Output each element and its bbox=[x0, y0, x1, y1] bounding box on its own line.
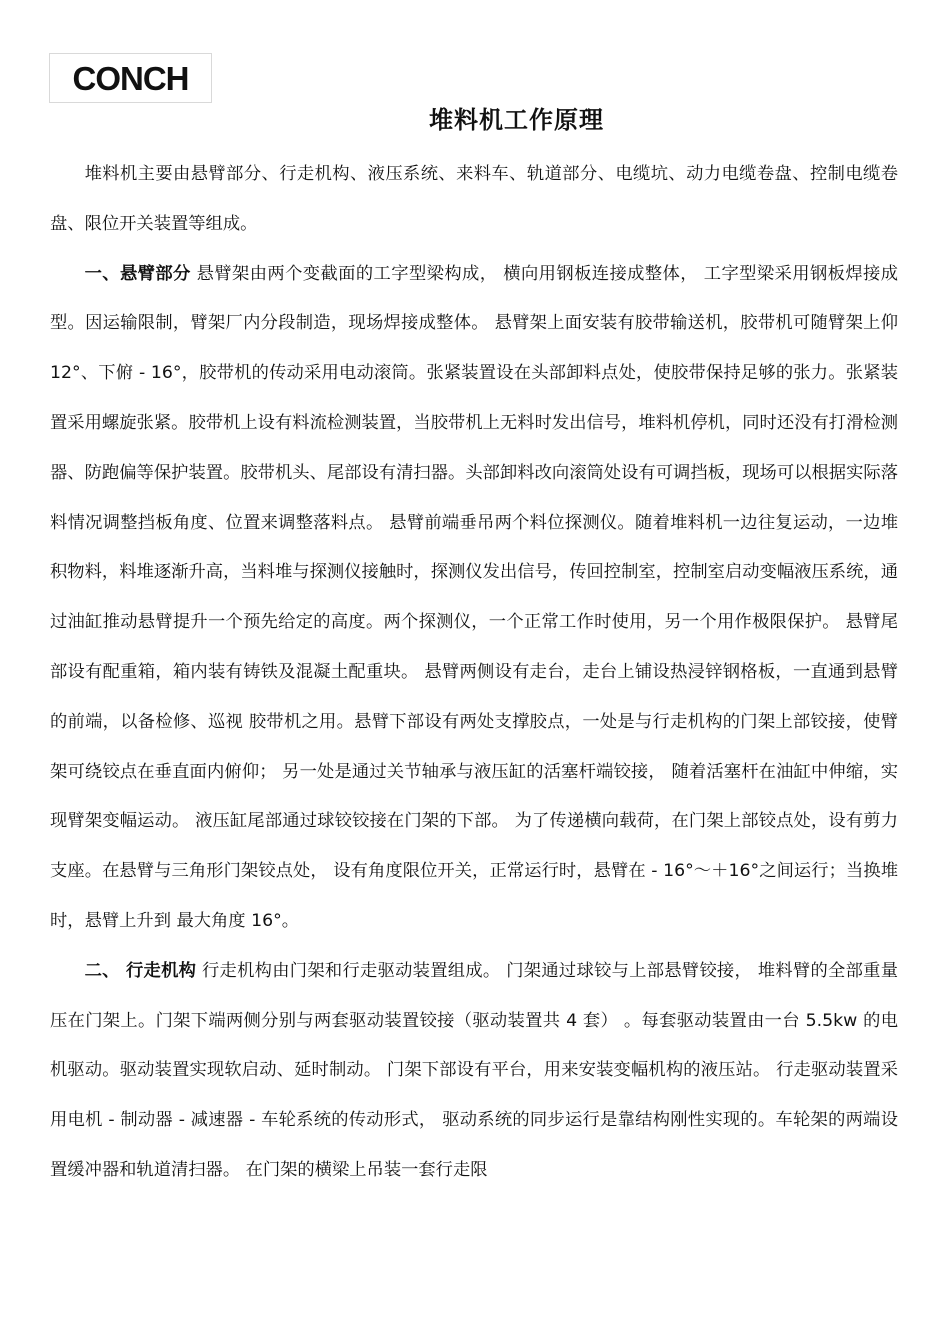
paragraph-text: 行走机构由门架和行走驱动装置组成。 门架通过球铰与上部悬臂铰接， 堆料臂的全部重量压在门架上。门架下端两侧分别与两套驱动装置铰接（驱动装置共 4 套） 。每套驱动装置由一台 5.5kw 的电机驱动。驱动装置实现软启动、延时制动。 门架下部设有平台，用来安装变幅机构的液压站。 行走驱动装置采用电机 - 制动器 - 减速器 - 车轮系统的传动形式， 驱动系统的同步运行是靠结构刚性实现的。车轮架的两端设置缓冲器和轨道清扫器。 在门架的横梁上吊装一套行走限 bbox=[50, 960, 898, 1180]
paragraph-text: 堆料机主要由悬臂部分、行走机构、液压系统、来料车、轨道部分、电缆坑、动力电缆卷盘、控制电缆卷盘、限位开关装置等组成。 bbox=[50, 164, 898, 234]
paragraph-text: 悬臂架由两个变截面的工字型梁构成， 横向用钢板连接成整体， 工字型梁采用钢板焊接成型。因运输限制，臂架厂内分段制造，现场焊接成整体。 悬臂架上面安装有胶带输送机，胶带机可随臂架上仰 12°、下俯 - 16°，胶带机的传动采用电动滚筒。张紧装置设在头部卸料点处，使胶带保持足够的张力。张紧装置采用螺旋张紧。胶带机上设有料流检测装置，当胶带机上无料时发出信号，堆料机停机，同时还没有打滑检测器、防跑偏等保护装置。胶带机头、尾部设有清扫器。头部卸料改向滚筒处设有可调挡板，现场可以根据实际落料情况调整挡板角度、位置来调整落料点。 悬臂前端垂吊两个料位探测仪。随着堆料机一边往复运动，一边堆积物料，料堆逐渐升高，当料堆与探测仪接触时，探测仪发出信号，传回控制室，控制室启动变幅液压系统，通过油缸推动悬臂提升一个预先给定的高度。两个探测仪，一个正常工作时使用，另一个用作极限保护。 悬臂尾部设有配重箱，箱内装有铸铁及混凝土配重块。 悬臂两侧设有走台，走台上铺设热浸锌钢格板，一直通到悬臂的前端，以备检修、巡视 胶带机之用。悬臂下部设有两处支撑胶点，一处是与行走机构的门架上部铰接，使臂架可绕铰点在垂直面内俯仰； 另一处是通过关节轴承与液压缸的活塞杆端铰接， 随着活塞杆在油缸中伸缩，实现臂架变幅运动。 液压缸尾部通过球铰铰接在门架的下部。 为了传递横向载荷，在门架上部铰点处，设有剪力支座。在悬臂与三角形门架铰点处， 设有角度限位开关，正常运行时，悬臂在 - 16°～＋16°之间运行；当换堆时，悬臂上升到 最大角度 16°。 bbox=[50, 263, 898, 931]
document-title: 堆料机工作原理 bbox=[429, 106, 604, 134]
paragraph-boom-section bbox=[50, 250, 898, 947]
document-body bbox=[50, 150, 898, 1196]
section-heading: 二、 行走机构 bbox=[84, 960, 197, 981]
paragraph-travel-mechanism bbox=[50, 947, 898, 1196]
paragraph-intro bbox=[50, 150, 898, 250]
section-heading: 一、悬臂部分 bbox=[84, 263, 191, 284]
conch-logo bbox=[49, 53, 212, 103]
logo-text: CONCH bbox=[72, 59, 189, 97]
